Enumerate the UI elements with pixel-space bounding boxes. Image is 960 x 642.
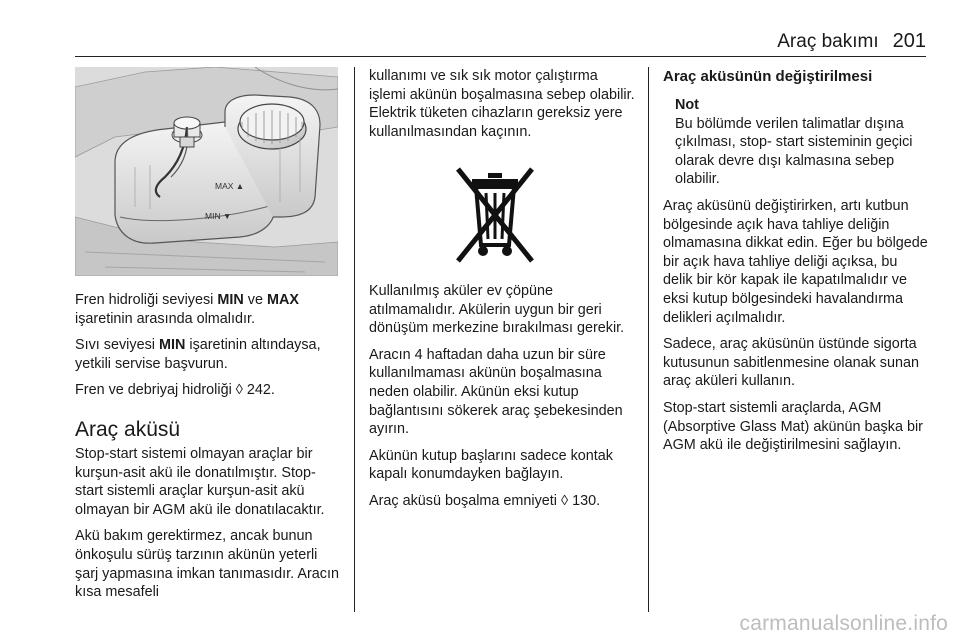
min-mark-label: MIN ▼ bbox=[205, 211, 232, 221]
brake-fluid-reference: Fren ve debriyaj hidroliği ◊ 242. bbox=[75, 382, 275, 399]
header-rule bbox=[75, 56, 926, 57]
brake-fluid-low-text: Sıvı seviyesi MIN işaretinin altındaysa, yetkili servise başvurun. bbox=[75, 337, 321, 372]
note-text: Bu bölümde verilen talimatlar dışına çıkılması, stop- start sisteminin geçici olarak devre dışı kalmasına sebep olabilir. bbox=[675, 115, 913, 188]
max-mark-label: MAX ▲ bbox=[215, 181, 245, 191]
battery-discharge-reference: Araç aküsü boşalma emniyeti ◊ 130. bbox=[369, 492, 601, 509]
battery-connection-text: Akünün kutup başlarını sadece kontak kapalı konumdayken bağlayın. bbox=[369, 447, 614, 483]
column-1 bbox=[75, 291, 343, 602]
page-header bbox=[740, 30, 926, 52]
column-2 bbox=[369, 67, 635, 149]
page-number: 201 bbox=[892, 30, 926, 52]
crossed-out-bin-icon bbox=[452, 165, 538, 265]
battery-fusebox-text: Sadece, araç aküsünün üstünde sigorta kutusunun sabitlenmesine olanak sunan araç aküleri kullanın. bbox=[663, 336, 920, 390]
battery-maintenance-text: Akü bakım gerektirmez, ancak bunun önkoşulu sürüş tarzının akünün yeterli şarj yapmasına imkan tanımasıdır. Aracın kısa mesafeli bbox=[75, 528, 339, 601]
column-2-lower bbox=[369, 282, 635, 519]
brake-fluid-level-text: Fren hidroliği seviyesi MIN ve MAX işaretinin arasında olmalıdır. bbox=[75, 292, 299, 327]
battery-storage-text: Aracın 4 haftadan daha uzun bir süre kullanılmaması akünün boşalmasına neden olabilir. Akünün eksi kutup bağlantısını sökerek araç şebekesinden ayırın. bbox=[369, 346, 623, 438]
section-heading-battery-replacement: Araç aküsünün değiştirilmesi bbox=[663, 68, 873, 85]
battery-usage-text: kullanımı ve sık sık motor çalıştırma işlemi akünün boşalmasına sebep olabilir. Elektrik tüketen cihazların gereksiz yere kullanılmasından kaçının. bbox=[369, 68, 635, 140]
brake-fluid-reservoir-illustration bbox=[75, 67, 338, 276]
battery-disposal-text: Kullanılmış aküler ev çöpüne atılmamalıdır. Akülerin uygun bir geri dönüşüm merkezine bırakılması gerekir. bbox=[369, 283, 625, 337]
column-3 bbox=[663, 67, 930, 463]
watermark: carmanualsonline.info bbox=[739, 612, 948, 635]
note-title: Not bbox=[675, 97, 699, 113]
battery-agm-text: Stop-start sistemli araçlarda, AGM (Absorptive Glass Mat) akünün başka bir AGM akü ile değiştirilmesini sağlayın. bbox=[663, 399, 923, 454]
note-box bbox=[663, 96, 930, 189]
battery-replacement-vent-text: Araç aküsünü değiştirirken, artı kutbun bölgesinde açık hava tahliye deliğin olmamasına dikkat edin. Eğer bu bölgede bir açık hava tahliye deliği açıksa, bu delik bir kör kapak ile kapatılmalıdır ve eksi kutup bölgesindeki havalandırma delikleri açılmalıdır. bbox=[663, 197, 928, 326]
battery-type-text: Stop-start sistemi olmayan araçlar bir kurşun-asit akü ile donatılmıştır. Stop-start sistemli araçlar kurşun-asit akü olmayan bir AGM akü ile donatılacaktır. bbox=[75, 445, 325, 518]
column-divider-2 bbox=[648, 67, 649, 612]
column-divider-1 bbox=[354, 67, 355, 612]
section-title: Araç bakımı bbox=[777, 31, 879, 52]
section-heading-battery: Araç aküsü bbox=[75, 417, 181, 441]
